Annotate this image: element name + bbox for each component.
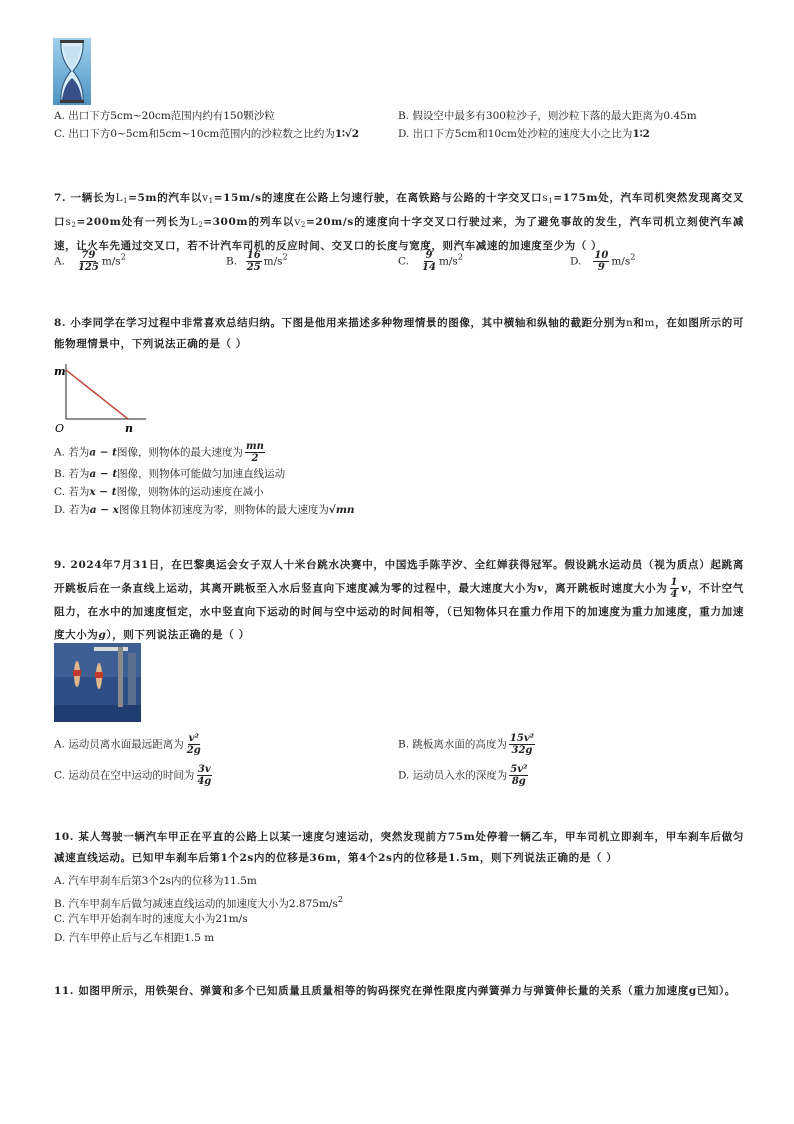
q7-option-d[interactable]: D. $\frac{10}{9}$ $m/s^2$ (570, 250, 636, 273)
q7-option-b[interactable]: B. $\frac{16}{25}$ $m/s^2$ (226, 250, 288, 273)
q6-option-c-text: C. 出口下方0~5cm和5cm~10cm范围内的沙粒数之比约为 (54, 128, 335, 140)
q6-option-c[interactable] (54, 127, 359, 141)
q6-option-c-ratio: 1∶√2 (334, 128, 360, 140)
q9-option-d[interactable]: D. 运动员入水的深度为 $\frac{\text{5v²}}{8g}$ (398, 764, 528, 787)
q9-stem: 9. 2024年7月31日，在巴黎奥运会女子双人十米台跳水决赛中，中国选手陈芋汐、全红婵获得冠军。假设跳水运动员（视为质点）起跳离开跳板后在一条直线上运动，其离开跳板至入水后竖直向下速度减为零的过程中，最大速度大小为v，离开跳板时速度大小为 $\frac{1}{4}$ v，不计空气阻力，在水中的加速度恒定，水中竖直向下运动的时间与空中运动的时间相等，（已知物体只在重力作用下的加速度为重力加速度，重力加速度大小为g），则下列说法正确的是（ ） (54, 559, 744, 641)
q11-stem: 11. 如图甲所示，用铁架台、弹簧和多个已知质量且质量相等的钩码探究在弹性限度内弹簧弹力与弹簧伸长量的关系（重力加速度g已知）。 (54, 985, 736, 997)
diving-photo (54, 643, 141, 722)
q8-graph (52, 362, 148, 434)
q9-option-b[interactable]: B. 跳板离水面的高度为 $\frac{\text{15v²}}{32g}$ (398, 733, 535, 756)
hourglass-image (53, 38, 91, 105)
q10-stem: 10. 某人驾驶一辆汽车甲正在平直的公路上以某一速度匀速运动，突然发现前方75m处停着一辆乙车，甲车司机立即刹车，甲车刹车后做匀减速直线运动。已知甲车刹车后第1个2s内的位移是36m，第4个2s内的位移是1.5m，则下列说法正确的是（ ） (54, 831, 744, 864)
q8-graph-x-label: n (125, 422, 133, 434)
q8-option-a[interactable]: A. 若为a − t图像，则物体的最大速度为 $\frac{mn}{2}$ (54, 441, 264, 464)
q7-option-c[interactable]: C. $\frac{9}{14}$ $m/s^2$ (398, 250, 463, 273)
q6-option-d-text: D. 出口下方5cm和10cm处沙粒的速度大小之比为 (398, 128, 633, 140)
q8-option-b[interactable]: B. 若为a − t图像，则物体可能做匀加速直线运动 (54, 468, 286, 480)
q6-option-d-ratio: 1∶2 (632, 128, 650, 140)
q8-stem: 8. 小李同学在学习过程中非常喜欢总结归纳。下图是他用来描述多种物理情景的图像，其中横轴和纵轴的截距分别为n和m，在如图所示的可能物理情景中，下列说法正确的是（ ） (54, 317, 744, 350)
q9-option-c[interactable]: C. 运动员在空中运动的时间为 $\frac{3v}{4g}$ (54, 764, 212, 787)
q10-option-c[interactable]: C. 汽车甲开始刹车时的速度大小为21m/s (54, 913, 248, 925)
q6-option-a[interactable]: A. 出口下方5cm~20cm范围内约有150颗沙粒 (54, 110, 275, 122)
q8-graph-y-label: m (54, 365, 66, 378)
q8-graph-origin: O (55, 422, 65, 434)
q6-option-d[interactable] (398, 127, 650, 141)
q8-option-d[interactable]: D. 若为a − x图像且物体初速度为零，则物体的最大速度为√mn (54, 504, 355, 516)
q10-option-d[interactable]: D. 汽车甲停止后与乙车相距1.5 m (54, 932, 215, 944)
q10-option-a[interactable]: A. 汽车甲刹车后第3个2s内的位移为11.5m (54, 875, 257, 887)
q6-option-b[interactable]: B. 假设空中最多有300粒沙子，则沙粒下落的最大距离为0.45m (398, 110, 697, 122)
q7-option-a[interactable]: A. $\frac{79}{125}$ $m/s^2$ (54, 250, 126, 273)
q10-option-b[interactable]: B. 汽车甲刹车后做匀减速直线运动的加速度大小为$2.875m/s^2$ (54, 895, 343, 910)
q9-option-a[interactable]: A. 运动员离水面最远距离为 $\frac{\text{v²}}{2g}$ (54, 733, 201, 756)
q8-option-c[interactable]: C. 若为x − t图像，则物体的运动速度在减小 (54, 486, 264, 498)
q8-graph-line (66, 370, 128, 419)
q7-stem: 7. 一辆长为$L_1=5m$的汽车以$v_1=15m/s$的速度在公路上匀速行驶，在离铁路与公路的十字交叉口$s_1=175m$处，汽车司机突然发现离交叉口$s_2=200m$处有一列长为$L_2=300m$的列车以$v_2=20m/s$的速度向十字交叉口行驶过来，为了避免事故的发生，汽车司机立刻使汽车减速，让火车先通过交叉口，若不计汽车司机的反应时间、交叉口的长度与宽度，则汽车减速的加速度至少为（ ） (54, 192, 744, 252)
